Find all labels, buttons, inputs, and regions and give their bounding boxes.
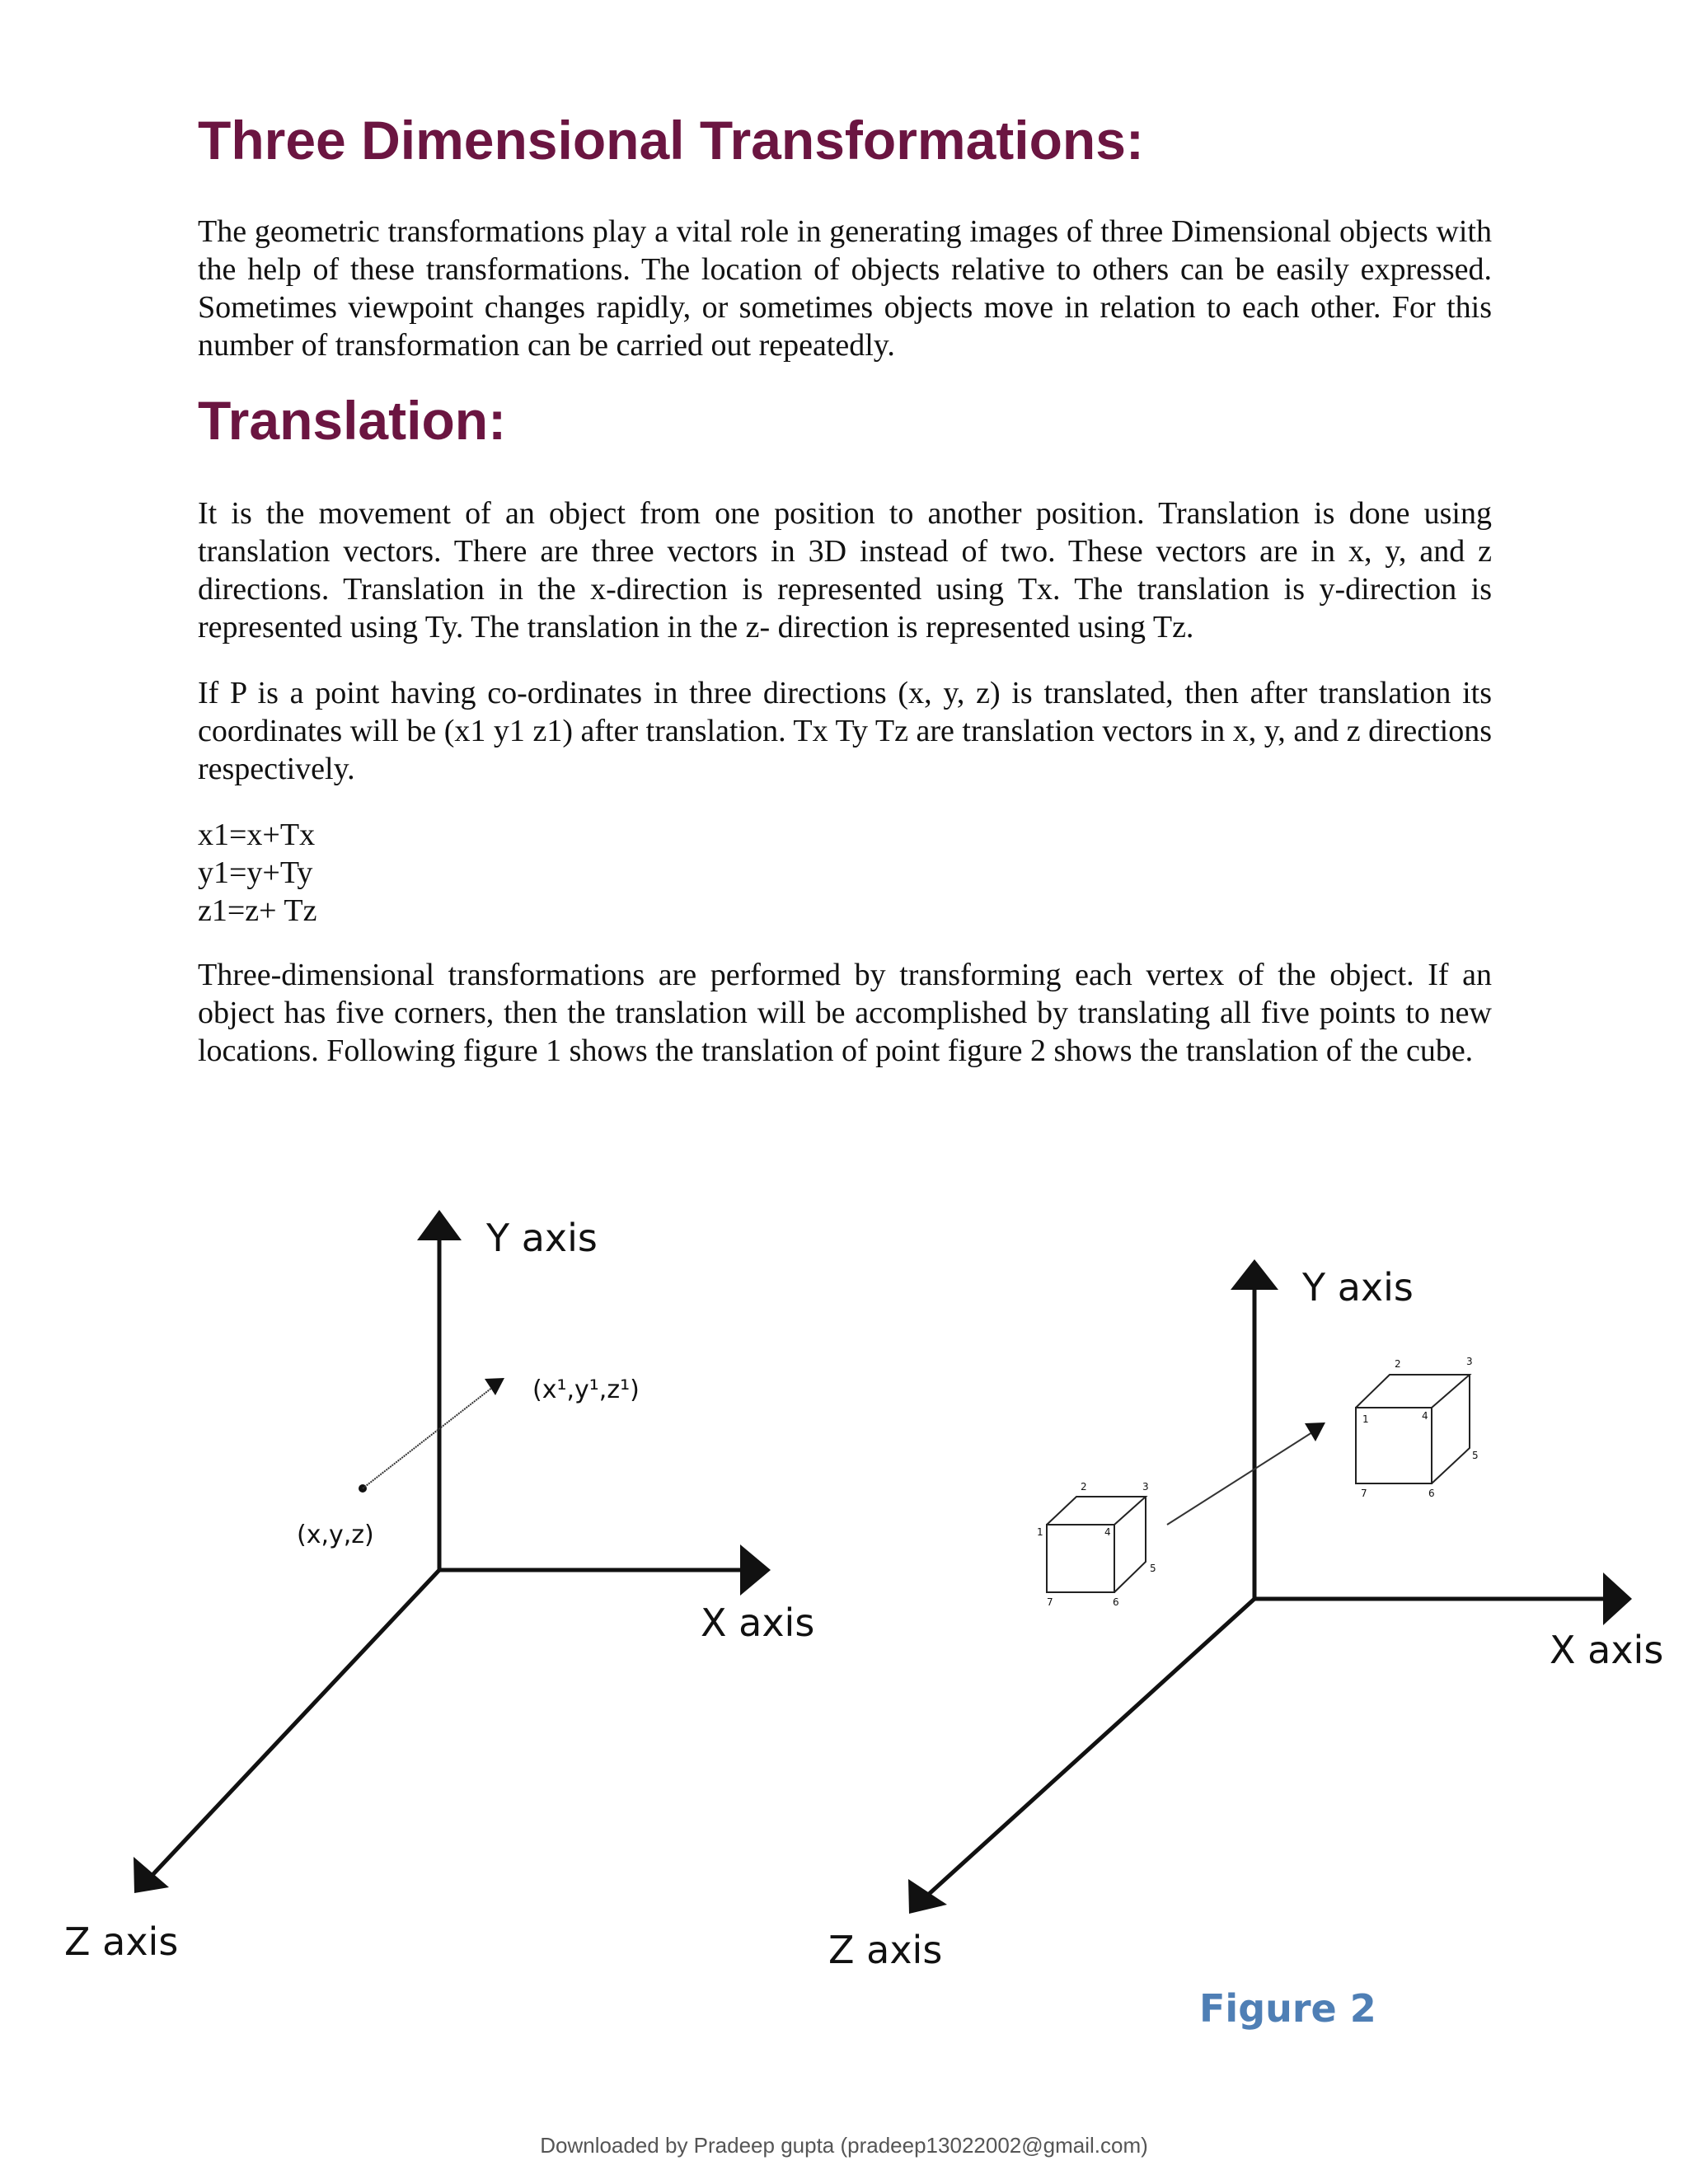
cube2-vertex-1: 1 [1362,1413,1369,1425]
fig2-y-axis-label: Y axis [1302,1265,1414,1310]
cube1-vertex-2: 2 [1081,1481,1087,1493]
fig1-y-axis-label: Y axis [486,1216,598,1260]
cube1-vertex-5: 5 [1150,1563,1156,1574]
section-heading-translation: Translation: [198,390,507,451]
fig1-translated-point-label: (x¹,y¹,z¹) [532,1376,640,1404]
point-translation-paragraph: If P is a point having co-ordinates in three directions (x, y, z) is translated, then after translation its coordinates will be (x1 y1 z1) after translation. Tx Ty Tz are translation vectors in x, y, and z directions respectively. [198,676,1492,786]
cube2-vertex-5: 5 [1472,1450,1479,1461]
cube2-vertex-6: 6 [1428,1488,1435,1499]
cube1-vertex-6: 6 [1113,1596,1119,1608]
fig2-z-axis-label: Z axis [828,1928,943,1972]
cube2-vertex-7: 7 [1361,1488,1367,1499]
download-footer: Downloaded by Pradeep gupta (pradeep13022002@gmail.com) [540,2133,1148,2158]
vertices-paragraph: Three-dimensional transformations are performed by transforming each vertex of the object. If an object has five corners, then the translation will be accomplished by translating all five points to new locations. Following figure 1 shows the translation of point figure 2 shows the translation of the cube. [198,958,1492,1068]
fig2-translation-arrowhead [1305,1422,1325,1441]
fig1-x-axis-label: X axis [701,1601,815,1645]
fig2-original-cube [1047,1497,1146,1592]
fig2-translation-arrow [1167,1432,1312,1525]
fig1-z-axis-line [152,1570,439,1875]
translation-definition-paragraph: It is the movement of an object from one position to another position. Translation is done using translation vectors. There are three vectors in 3D instead of two. These vectors are in x, y, and z directions. Translation in the x-direction is represented using Tx. The translation is y-direction is represented using Ty. The translation in the z- direction is represented using Tz. [198,496,1492,644]
fig1-z-axis-label: Z axis [64,1919,179,1964]
cube1-vertex-1: 1 [1037,1526,1043,1538]
fig2-x-arrowhead [1603,1572,1632,1625]
figure-2-caption: Figure 2 [1199,1986,1376,2031]
fig2-z-axis-line [927,1599,1254,1896]
fig1-original-point-label: (x,y,z) [297,1521,374,1549]
equation-x: x1=x+Tx [198,818,316,852]
fig1-y-arrowhead [417,1210,462,1240]
cube2-vertex-4: 4 [1422,1410,1428,1422]
equation-y: y1=y+Ty [198,855,313,890]
page-title: Three Dimensional Transformations: [198,110,1144,171]
fig1-x-arrowhead [740,1544,771,1596]
cube2-vertex-2: 2 [1395,1358,1401,1370]
cube2-vertex-3: 3 [1466,1356,1473,1367]
fig2-y-arrowhead [1231,1259,1278,1290]
intro-paragraph: The geometric transformations play a vital role in generating images of three Dimensional objects with the help of these transformations. The location of objects relative to others can be easily expressed. Sometimes viewpoint changes rapidly, or sometimes objects move in relation to each other. For this number of transformation can be carried out repeatedly. [198,214,1492,363]
cube1-vertex-4: 4 [1104,1526,1111,1538]
fig1-translation-arrowhead [485,1378,504,1395]
fig2-translated-cube [1356,1375,1470,1483]
fig2-x-axis-label: X axis [1550,1628,1664,1672]
cube1-vertex-3: 3 [1142,1481,1149,1493]
cube1-vertex-7: 7 [1047,1596,1053,1608]
fig1-translation-arrow [363,1387,493,1488]
equation-z: z1=z+ Tz [198,893,317,928]
